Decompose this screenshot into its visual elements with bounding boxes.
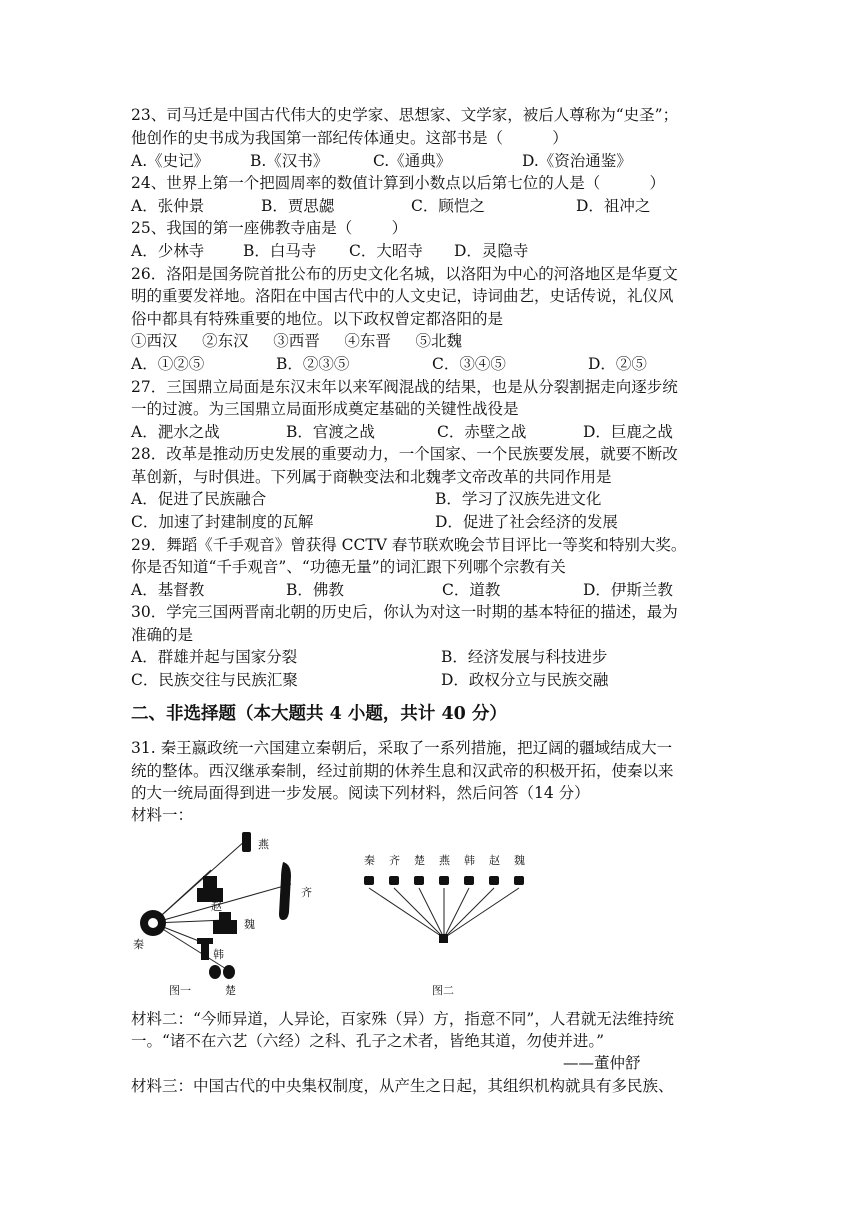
fig2-state-label: 魏 [514,854,525,867]
fig1-label-wei: 魏 [244,918,255,931]
fig2-state-label: 韩 [464,854,475,867]
q24-stem: 24、世界上第一个把圆周率的数值计算到小数点以后第七位的人是（ ） [131,174,665,192]
q28-option-d: D．促进了社会经济的发展 [435,513,618,531]
q30-option-d: D．政权分立与民族交融 [441,671,609,689]
q25-option-a: A．少林寺 [131,242,205,260]
q26-stem-line2: 明的重要发祥地。洛阳在中国古代中的人文史记，诗词曲艺，史话传说，礼仪风 [131,287,674,305]
q24-option-a: A．张仲景 [131,197,205,215]
fig2-connector-line [369,888,444,938]
q28-option-b: B．学习了汉族先进文化 [435,490,602,508]
fig2-script-glyph [414,876,424,885]
fig1-label-qin: 秦 [133,938,144,951]
fig2-state-label: 燕 [439,854,450,867]
q30-stem-line2: 准确的是 [131,626,194,644]
q28-stem-line2: 革创新，与时俱进。下列属于商鞅变法和北魏孝文帝改革的共同作用是 [131,468,612,486]
q27-option-d: D．巨鹿之战 [583,423,673,441]
material2-source: ——董仲舒 [563,1054,641,1072]
fig2-state-label: 赵 [489,854,500,867]
q25-option-b: B．白马寺 [243,242,317,260]
fig2-script-glyph [389,876,399,885]
q23-option-b: B.《汉书》 [250,152,329,170]
q27-option-c: C．赤壁之战 [437,423,527,441]
q28-option-c: C．加速了封建制度的瓦解 [131,513,314,531]
fig2-connector-line [444,888,519,938]
q30-stem-line1: 30．学完三国两晋南北朝的历史后，你认为对这一时期的基本特征的描述，最为 [131,603,678,621]
fig2-script-glyph [514,876,524,885]
q26-stem-line3: 俗中都具有特殊重要的地位。以下政权曾定都洛阳的是 [131,310,504,328]
q30-option-b: B．经济发展与科技进步 [441,648,608,666]
q27-option-a: A．淝水之战 [131,423,220,441]
fig2-connector-line [444,888,494,938]
q26-stem-line1: 26．洛阳是国务院首批公布的历史文化名城，以洛阳为中心的河洛地区是华夏文 [131,265,678,283]
fig1-label-chu: 楚 [225,984,236,997]
section2-title: 二、非选择题（本大题共 4 小题，共计 40 分） [131,704,507,724]
material3-line1: 材料三：中国古代的中央集权制度，从产生之日起，其组织机构就具有多民族、 [131,1077,674,1095]
q31-line2: 统的整体。西汉继承秦制，经过前期的休养生息和汉武帝的积极开拓，使秦以来 [131,762,674,780]
q30-option-a: A．群雄并起与国家分裂 [131,648,298,666]
figure2-caption: 图二 [432,984,454,997]
fig2-state-label: 秦 [364,854,375,867]
fig2-script-glyph [364,876,374,885]
q23-option-d: D.《资治通鉴》 [522,152,632,170]
material2-line2: 一。“诸不在六艺（六经）之科、孔子之术者，皆绝其道，勿使并进。” [131,1032,605,1050]
q29-option-d: D．伊斯兰教 [583,581,673,599]
q25-option-d: D．灵隐寺 [454,242,529,260]
fig2-state-label: 楚 [414,854,425,867]
q26-option-a: A．①②⑤ [131,355,205,373]
figure1-caption: 图一 [169,984,191,997]
q29-option-b: B．佛教 [286,581,344,599]
q24-option-b: B．贾思勰 [261,197,335,215]
q31-line3: 的大一统局面得到进一步发展。阅读下列材料，然后问答（14 分） [131,784,590,802]
q27-option-b: B．官渡之战 [286,423,375,441]
q30-option-c: C．民族交往与民族汇聚 [131,671,298,689]
q24-option-d: D．祖冲之 [576,197,651,215]
q27-stem-line2: 一的过渡。为三国鼎立局面形成奠定基础的关键性战役是 [131,400,519,418]
q23-option-a: A.《史记》 [131,152,210,170]
fig2-script-glyph [489,876,499,885]
q28-option-a: A．促进了民族融合 [131,490,267,508]
fig2-connector-line [394,888,444,938]
q29-option-c: C．道教 [442,581,501,599]
fig2-qin-seal-script [439,934,448,943]
fig1-label-zhao: 赵 [211,900,222,913]
q26-option-b: B．②③⑤ [276,355,350,373]
figure2-scripts-diagram [358,850,538,998]
q25-option-c: C．大昭寺 [349,242,423,260]
fig2-connector-line [419,888,444,938]
q25-stem: 25、我国的第一座佛教寺庙是（ ） [131,219,408,237]
q26-items: ①西汉 ②东汉 ③西晋 ④东晋 ⑤北魏 [131,332,463,350]
q29-option-a: A．基督教 [131,581,205,599]
q28-stem-line1: 28．改革是推动历史发展的重要动力，一个国家、一个民族要发展，就要不断改 [131,445,678,463]
material1-label: 材料一： [131,806,194,824]
q31-line1: 31. 秦王嬴政统一六国建立秦朝后，采取了一系列措施，把辽阔的疆域结成大一 [131,739,673,757]
q29-stem-line1: 29．舞蹈《千手观音》曾获得 CCTV 春节联欢晚会节目评比一等奖和特别大奖。 [131,536,687,554]
fig2-script-glyph [439,876,449,885]
figure1-qin-map [131,826,321,998]
fig2-state-label: 齐 [389,854,400,867]
q23-stem-line2: 他创作的史书成为我国第一部纪传体通史。这部书是（ ） [131,129,568,147]
q23-option-c: C.《通典》 [373,152,452,170]
q24-option-c: C．顾恺之 [411,197,485,215]
fig2-script-glyph [464,876,474,885]
material2-line1: 材料二：“今师异道，人异论，百家殊（异）方，指意不同”，人君就无法维持统 [131,1010,674,1028]
fig2-connector-line [444,888,469,938]
fig1-label-yan: 燕 [258,838,269,851]
q26-option-d: D．②⑤ [588,355,647,373]
q29-stem-line2: 你是否知道“千手观音”、“功德无量”的词汇跟下列哪个宗教有关 [131,558,566,576]
fig1-label-han: 韩 [213,948,224,961]
fig1-label-qi: 齐 [301,886,312,899]
q23-stem-line1: 23、司马迁是中国古代伟大的史学家、思想家、文学家，被后人尊称为“史圣”； [131,106,679,124]
q26-option-c: C．③④⑤ [432,355,506,373]
q27-stem-line1: 27．三国鼎立局面是东汉末年以来军阀混战的结果，也是从分裂割据走向逐步统 [131,378,678,396]
